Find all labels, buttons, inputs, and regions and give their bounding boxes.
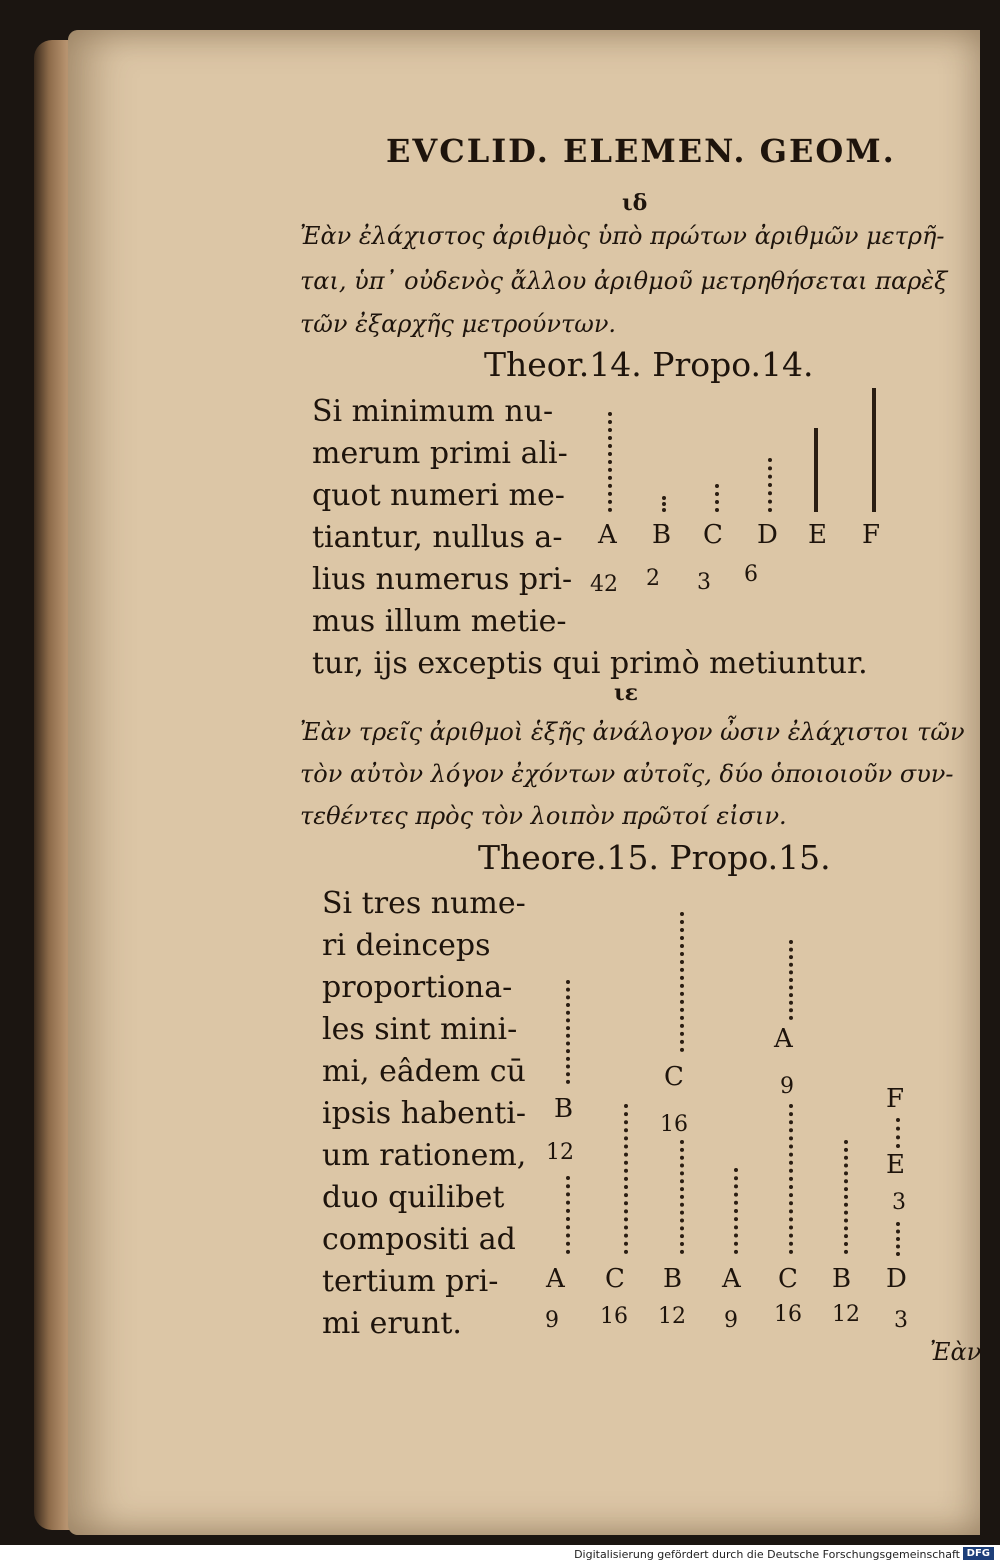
figure-number: 9 [545,1308,559,1333]
text-line: compositi ad [322,1222,516,1257]
figure-number: 2 [646,566,660,591]
greek-line: ται, ὑπ᾽ οὐδενὸς ἄλλου ἀριθμοῦ μετρηθήσεται παρὲξ [300,267,948,295]
text-line: tiantur, nullus a- [312,520,563,555]
greek-line: τεθέντες πρὸς τὸν λοιπὸν πρῶτοί εἰσιν. [300,802,787,830]
number-line-D [896,1222,900,1256]
figure-number: 9 [724,1308,738,1333]
text-line: proportiona- [322,970,513,1005]
running-header: EVCLID. ELEMEN. GEOM. [386,132,896,170]
text-line: tertium pri- [322,1264,499,1299]
number-line-C-lower [624,1104,628,1254]
figure-number: 9 [780,1074,794,1099]
greek-line: τὸν αὐτὸν λόγον ἐχόντων αὐτοῖς, δύο ὁποιοιοῦν συν- [300,760,954,788]
figure-number: 16 [660,1112,688,1137]
text-line: Si minimum nu- [312,394,554,429]
greek-line: Ἐὰν ἐλάχιστος ἀριθμὸς ὑπὸ πρώτων ἀριθμῶν μετρῆ- [300,222,945,250]
greek-line: τῶν ἐξαρχῆς μετρούντων. [300,310,617,338]
number-line-B [662,496,666,512]
number-line-A-lower [734,1168,738,1254]
figure-label: B [663,1264,683,1294]
number-line-B-lower3 [844,1140,848,1254]
figure-label: B [554,1094,574,1124]
number-line-C-lower2 [789,1104,793,1254]
text-line: lius numerus pri- [312,562,573,597]
catchword: Ἐὰν [930,1338,982,1366]
text-line: quot numeri me- [312,478,565,513]
number-line-C [715,484,719,512]
number-line-A [789,940,793,1020]
figure-label: C [664,1062,684,1092]
figure-number: 3 [697,570,711,595]
number-line-A [608,412,612,512]
number-line-B [566,980,570,1084]
number-line-E [814,428,818,512]
text-line: mus illum metie- [312,604,567,639]
figure-label: D [757,520,778,550]
text-line: mi erunt. [322,1306,462,1341]
figure-number: 3 [892,1190,906,1215]
figure-number: 16 [600,1304,628,1329]
figure-label: C [703,520,723,550]
figure-label: B [832,1264,852,1294]
figure-number: 12 [832,1302,860,1327]
figure-label: A [722,1264,741,1294]
figure-label: C [778,1264,798,1294]
figure-number: 12 [658,1304,686,1329]
text-line: Si tres nume- [322,886,526,921]
figure-label: E [808,520,827,550]
text-line: tur, ijs exceptis qui primò metiuntur. [312,646,868,681]
figure-label: E [886,1150,905,1180]
figure-label: A [598,520,617,550]
figure-label: F [862,520,881,550]
number-line-F [896,1118,900,1148]
text-line: ipsis habenti- [322,1096,526,1131]
text-line: les sint mini- [322,1012,518,1047]
number-line-B-lower [566,1176,570,1254]
figure-label: D [886,1264,907,1294]
funding-note: Digitalisierung gefördert durch die Deutsche Forschungsgemeinschaft [574,1548,960,1561]
figure-number: 6 [744,562,758,587]
section-number: ιδ [622,190,648,216]
dfg-logo: DFG [963,1547,994,1560]
text-line: merum primi ali- [312,436,568,471]
text-line: mi, eâdem cū [322,1054,526,1089]
theorem-heading: Theor.14. Propo.14. [484,345,814,384]
figure-label: A [774,1024,793,1054]
theorem-heading: Theore.15. Propo.15. [478,838,831,877]
number-line-B-lower2 [680,1140,684,1254]
section-number: ιε [614,680,639,706]
number-line-F [872,388,876,512]
figure-label: A [546,1264,565,1294]
figure-number: 42 [590,572,618,597]
text-line: ri deinceps [322,928,491,963]
text-line: duo quilibet [322,1180,505,1215]
text-line: um rationem, [322,1138,527,1173]
figure-label: B [652,520,672,550]
greek-line: Ἐὰν τρεῖς ἀριθμοὶ ἑξῆς ἀνάλογον ὦσιν ἐλάχιστοι τῶν [300,718,965,746]
figure-label: F [886,1084,905,1114]
figure-number: 16 [774,1302,802,1327]
number-line-C [680,912,684,1052]
figure-label: C [605,1264,625,1294]
figure-number: 12 [546,1140,574,1165]
number-line-D [768,458,772,512]
figure-number: 3 [894,1308,908,1333]
